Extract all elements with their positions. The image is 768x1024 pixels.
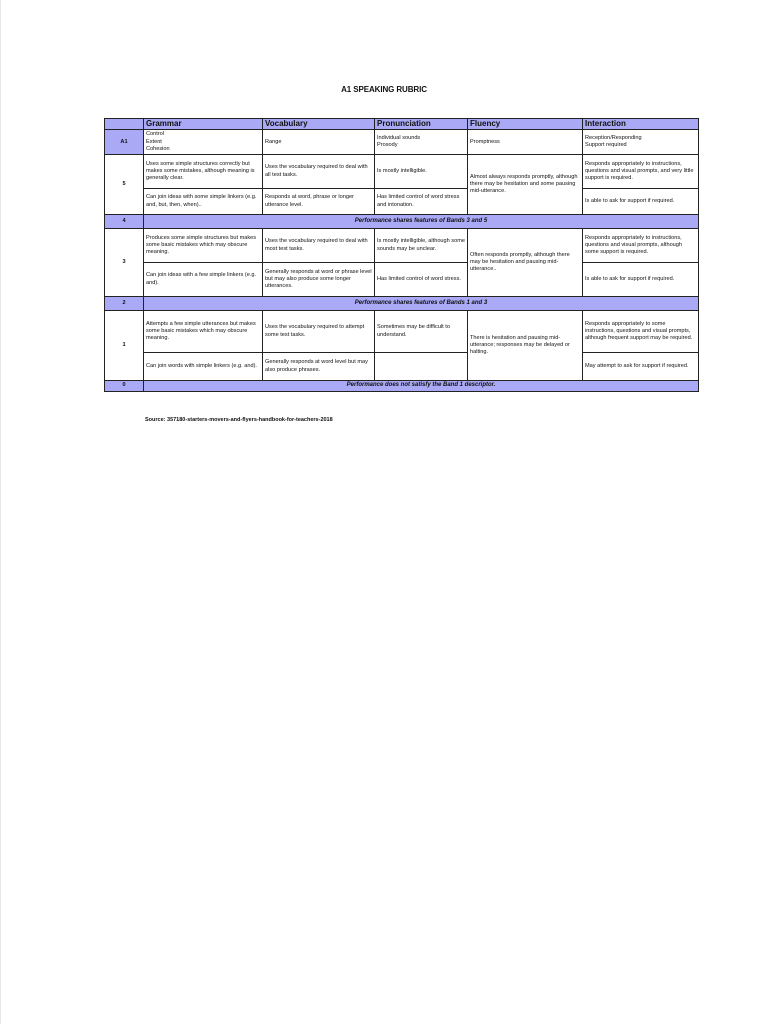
band0-row — [105, 381, 699, 392]
band1-grammar-2: Can join words with simple linkers (e.g. and). — [144, 353, 263, 381]
band2-description: Performance shares features of Bands 1 and 3 — [144, 297, 699, 311]
header-row — [105, 119, 699, 130]
band5-row-2 — [105, 189, 699, 215]
band3-interaction-2: Is able to ask for support if required. — [583, 263, 699, 297]
band5-vocabulary-1: Uses the vocabulary required to deal with all test tasks. — [263, 155, 375, 189]
band4-row — [105, 215, 699, 229]
level-label: A1 — [105, 130, 144, 155]
source-citation: Source: 357180-starters-movers-and-flyers-handbook-for-teachers-2018 — [145, 417, 333, 423]
band3-row-2 — [105, 263, 699, 297]
band1-row-2 — [105, 353, 699, 381]
band1-vocabulary-2: Generally responds at word level but may also produce phrases. — [263, 353, 375, 381]
subcriterion: Support required — [585, 142, 627, 149]
band3-fluency: Often responds promptly, although there may be hesitation and pausing mid-utterance.. — [468, 229, 583, 297]
band1-interaction-1: Responds appropriately to some instructions, questions and visual prompts, although frequent support may be required. — [583, 311, 699, 353]
header-vocabulary: Vocabulary — [263, 119, 375, 130]
band3-row-1 — [105, 229, 699, 263]
band4-description: Performance shares features of Bands 3 and 5 — [144, 215, 699, 229]
band3-pronunciation-2: Has limited control of word stress. — [375, 263, 468, 297]
band3-interaction-1: Responds appropriately to instructions, questions and visual prompts, although some support is required. — [583, 229, 699, 263]
band3-grammar-2: Can join ideas with a few simple linkers (e.g. and). — [144, 263, 263, 297]
subcriterion: Extent — [146, 138, 162, 145]
band0-description: Performance does not satisfy the Band 1 descriptor. — [144, 381, 699, 392]
subcriterion: Reception/Responding — [585, 135, 642, 142]
document-title: A1 SPEAKING RUBRIC — [341, 85, 427, 94]
band5-pronunciation-1: Is mostly intelligible. — [375, 155, 468, 189]
band5-row-1 — [105, 155, 699, 189]
band5-fluency: Almost always responds promptly, although there may be hesitation and some pausing mid-utterance. — [468, 155, 583, 215]
grammar-subcriteria — [144, 130, 263, 155]
band3-label: 3 — [105, 229, 144, 297]
band3-pronunciation-1: Is mostly intelligible, although some sounds may be unclear. — [375, 229, 468, 263]
header-interaction: Interaction — [583, 119, 699, 130]
speaking-rubric-table — [104, 118, 699, 392]
page-edge — [0, 0, 1, 1024]
subcriterion: Individual sounds — [377, 135, 421, 142]
band0-label: 0 — [105, 381, 144, 392]
band1-label: 1 — [105, 311, 144, 381]
band4-label: 4 — [105, 215, 144, 229]
band1-pronunciation: Sometimes may be difficult to understand. — [375, 311, 468, 353]
subcriterion: Cohesion — [146, 145, 170, 152]
header-fluency: Fluency — [468, 119, 583, 130]
interaction-subcriteria — [583, 130, 699, 155]
header-corner — [105, 119, 144, 130]
vocabulary-subcriteria — [263, 130, 375, 155]
band1-vocabulary-1: Uses the vocabulary required to attempt some test tasks. — [263, 311, 375, 353]
band3-grammar-1: Produces some simple structures but makes some basic mistakes which may obscure meaning. — [144, 229, 263, 263]
pronunciation-subcriteria — [375, 130, 468, 155]
band1-grammar-1: Attempts a few simple utterances but makes some basic mistakes which may obscure meaning. — [144, 311, 263, 353]
band5-interaction-1: Responds appropriately to instructions, questions and visual prompts, and very little support is required. — [583, 155, 699, 189]
subcriterion: Prosody — [377, 142, 398, 149]
band3-vocabulary-2: Generally responds at word or phrase level but may also produce some longer utterances. — [263, 263, 375, 297]
band1-row-1 — [105, 311, 699, 353]
band3-vocabulary-1: Uses the vocabulary required to deal with most test tasks. — [263, 229, 375, 263]
header-pronunciation: Pronunciation — [375, 119, 468, 130]
band5-interaction-2: Is able to ask for support if required. — [583, 189, 699, 215]
band2-label: 2 — [105, 297, 144, 311]
band1-pronunciation-empty — [375, 353, 468, 381]
band5-grammar-1: Uses some simple structures correctly but makes some mistakes, although meaning is generally clear. — [144, 155, 263, 189]
band1-fluency: There is hesitation and pausing mid-utterance; responses may be delayed or halting. — [468, 311, 583, 381]
subcriterion: Control — [146, 131, 165, 138]
band2-row — [105, 297, 699, 311]
band5-label: 5 — [105, 155, 144, 215]
band1-interaction-2: May attempt to ask for support if required. — [583, 353, 699, 381]
band5-grammar-2: Can join ideas with some simple linkers (e.g. and, but, then, when).. — [144, 189, 263, 215]
subcriteria-row — [105, 130, 699, 155]
subcriterion: Promptness — [470, 138, 500, 145]
band5-vocabulary-2: Responds at word, phrase or longer utterance level. — [263, 189, 375, 215]
fluency-subcriteria — [468, 130, 583, 155]
subcriterion: Range — [265, 138, 282, 145]
header-grammar: Grammar — [144, 119, 263, 130]
band5-pronunciation-2: Has limited control of word stress and intonation. — [375, 189, 468, 215]
